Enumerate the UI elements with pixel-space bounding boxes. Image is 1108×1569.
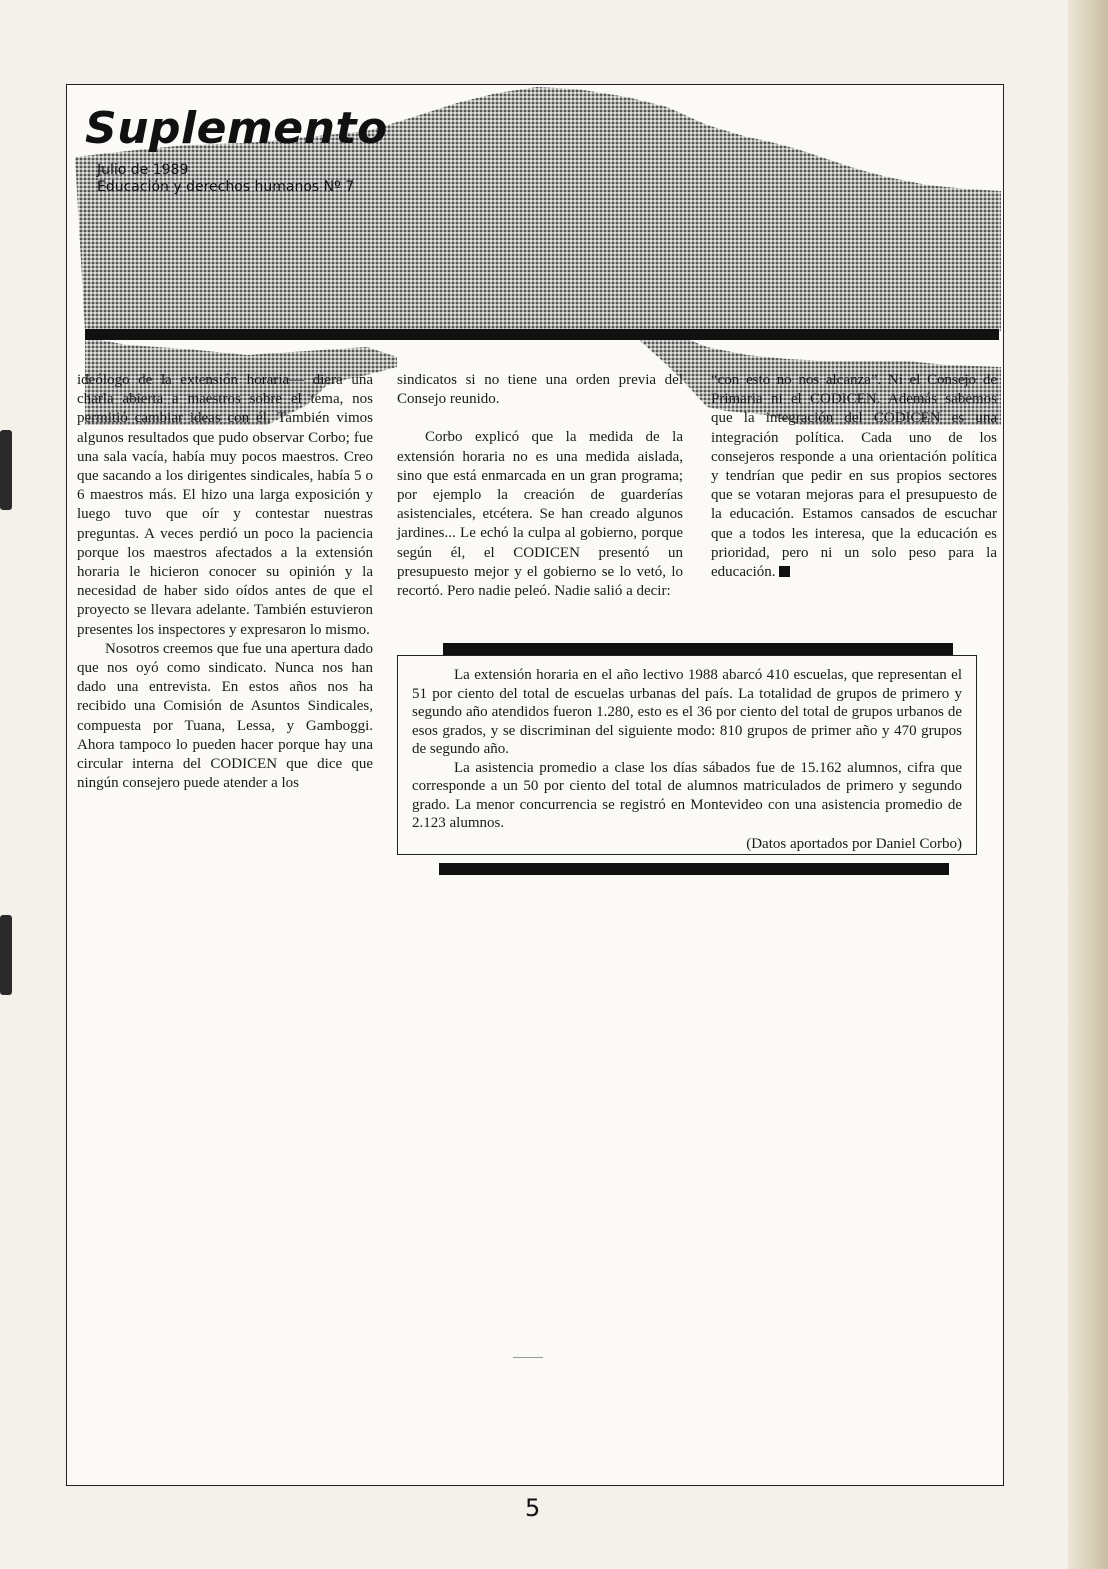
databox-top-bar (443, 643, 953, 655)
binding-clip-bottom (0, 915, 12, 995)
smudge-mark (513, 1357, 543, 1358)
paragraph: sindicatos si no tiene una orden previa del Consejo reunido. (397, 372, 683, 408)
statistics-paragraph: La asistencia promedio a clase los días sábados fue de 15.162 alumnos, cifra que corresponde a un 50 por ciento del total de alumnos matriculados de primero y segundo grado. La menor concurrencia se registró en Montevideo con una asistencia promedio de 2.123 alumnos. (412, 759, 962, 831)
statistics-credit: (Datos aportados por Daniel Corbo) (746, 835, 962, 852)
binding-clip-top (0, 430, 12, 510)
issue-series: Educación y derechos humanos Nº 7 (97, 179, 355, 195)
page-edge (1068, 0, 1108, 1569)
paragraph: Corbo explicó que la medida de la extensión horaria no es una medida aislada, sino que está enmarcada en un gran programa; por ejemplo la creación de guarderías asistenciales, etcétera. Se han creado algunos jardines... Le echó la culpa al gobierno, porque según él, el CODICEN presentó un presupuesto mejor y el gobierno se lo vetó, lo recortó. Pero nadie peleó. Nadie salió a decir: (397, 429, 683, 600)
issue-date: Julio de 1989 (97, 162, 189, 178)
article-column-1 (77, 371, 373, 793)
article-column-2 (397, 371, 683, 601)
paragraph: Nosotros creemos que fue una apertura dado que nos oyó como sindicato. Nunca nos han dado una entrevista. En estos años nos ha recibido una Comisión de Asuntos Sindicales, compuesta por Tuana, Lessa, y Gamboggi. Ahora tampoco lo pueden hacer porque hay una circular interna del CODICEN que dice que ningún consejero puede atender a los (77, 640, 373, 792)
paragraph: ideólogo de la extensión horaria— diera una charla abierta a maestros sobre el tema, nos permitió cambiar ideas con él. También vimos algunos resultados que pudo observar Corbo; fue una sala vacía, había muy pocos maestros. Creo que sacando a los dirigentes sindicales, había 5 o 6 maestros más. El hizo una larga exposición y luego tuvo que oír y contestar nuestras preguntas. A veces perdió un poco la paciencia porque los maestros afectados a la extensión horaria le hicieron conocer su opinión y la necesidad de haber sido oídos antes de que el proyecto se llevara adelante. También estuvieron presentes los inspectores y expresaron lo mismo. (77, 372, 373, 638)
supplement-title: Suplemento (85, 103, 388, 154)
page-number: 5 (525, 1494, 541, 1522)
article-column-3 (711, 371, 997, 582)
page-frame (66, 84, 1004, 1486)
end-of-article-mark (779, 566, 790, 577)
databox-bottom-bar (439, 863, 949, 875)
statistics-box (397, 655, 977, 855)
header-rule (85, 329, 999, 340)
paragraph: “con esto no nos alcanza”. Ni el Consejo de Primaria ni el CODICEN. Además sabemos que la integración del CODICEN es una integración política. Cada uno de los consejeros responde a una orientación política y tendrían que pedir en sus propios sectores que se votaran mejoras para el presupuesto de la educación. Estamos cansados de escuchar que a todos les interesa, que la educación es prioridad, pero ni un solo peso para la educación. (711, 372, 997, 581)
statistics-paragraph: La extensión horaria en el año lectivo 1988 abarcó 410 escuelas, que representan el 51 por ciento del total de escuelas urbanas del país. La totalidad de grupos de primero y segundo año atendidos fueron 1.280, esto es el 36 por ciento del total de grupos urbanos de esos grados, y se discriminan del siguiente modo: 810 grupos de primer año y 470 grupos de segundo año. (412, 667, 962, 757)
